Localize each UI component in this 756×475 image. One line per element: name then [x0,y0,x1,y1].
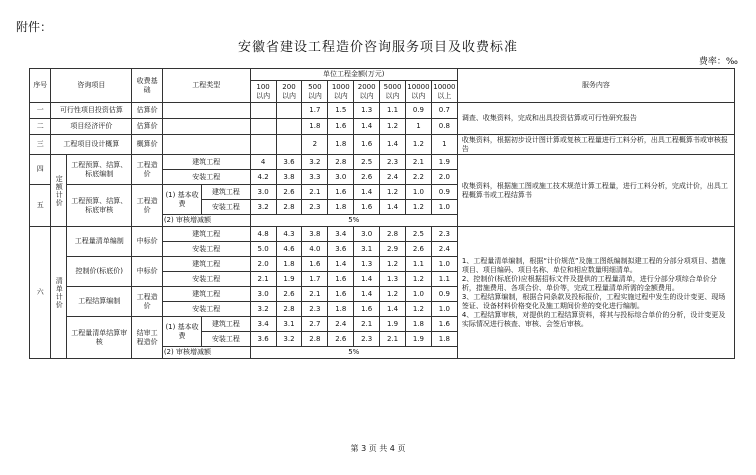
rate-cell: 1.0 [431,302,457,317]
rate-cell: 2 [302,135,328,155]
rate-cell: 1.6 [328,185,354,200]
rate-cell: 1.0 [431,257,457,272]
rate-cell: 1.4 [380,135,406,155]
rate-cell: 1.1 [380,103,406,119]
rate-cell: 2.4 [431,242,457,257]
rate-cell: 1.6 [328,272,354,287]
rate-cell: 1.2 [405,272,431,287]
rate-cell: 1.1 [431,272,457,287]
row-no: 二 [30,119,51,135]
rate-cell: 3.2 [250,302,276,317]
rate-cell: 3.1 [276,317,302,332]
rate-cell: 2.1 [250,272,276,287]
basis-cell: 估算价 [132,119,162,135]
rate-cell: 2.3 [302,200,328,215]
rate-cell: 1.8 [328,200,354,215]
rate-cell: 1.9 [276,272,302,287]
header-row [30,69,735,81]
group-label: 定额计价 [51,155,67,227]
basis-cell: 工程造价 [132,185,162,227]
rate-cell: 3.2 [302,155,328,170]
type-cell: 建筑工程 [162,257,250,272]
rate-cell: 3.6 [328,242,354,257]
attachment-label: 附件： [16,20,53,34]
table-row [30,155,735,170]
rate-cell: 1.4 [328,257,354,272]
rate-cell: 1 [405,119,431,135]
rate-unit: 费率：‰ [698,57,738,67]
rate-cell: 3.2 [250,200,276,215]
item-name: 工程量清单结算审核 [67,317,132,359]
rate-cell [250,135,276,155]
rate-cell: 3.6 [276,155,302,170]
service-content: 收集资料，根据施工图或施工技术规范计算工程量，进行工料分析，完成计价，出具工程概算书或工程结算书 [457,155,734,227]
sub-label: (2) 审核增减额 [162,347,250,359]
rate-cell: 2.1 [405,155,431,170]
rate-cell: 3.1 [354,242,380,257]
basis-cell: 中标价 [132,227,162,257]
row-no: 四 [30,155,51,185]
header-no: 序号 [30,69,51,103]
rate-cell: 2.7 [302,317,328,332]
group-label: 清单计价 [51,227,67,359]
type-cell: 建筑工程 [162,155,250,170]
content-paragraph: 1、工程量清单编制，根据“计价规范”及施工图纸编制拟建工程的分部分项项目、措施项目、项目编码、项目名称、单位和相应数量明细清单。 [461,256,726,274]
range-cell: 200 以内 [276,81,302,103]
rate-cell: 1.4 [380,302,406,317]
rate-cell: 1.8 [405,317,431,332]
rate-cell: 1.6 [328,287,354,302]
rate-cell: 2.3 [431,227,457,242]
rate-cell: 3.0 [250,287,276,302]
rate-cell: 1.3 [354,103,380,119]
rate-cell: 2.6 [276,185,302,200]
rate-cell: 2.6 [328,332,354,347]
rate-cell [276,135,302,155]
range-cell: 2000 以内 [354,81,380,103]
rate-cell: 2.6 [405,242,431,257]
rate-cell: 4.3 [276,227,302,242]
rate-cell: 2.5 [405,227,431,242]
rate-cell: 2.6 [276,287,302,302]
service-content [457,227,734,359]
sub-label: (2) 审核增减额 [162,215,250,227]
rate-cell: 4.6 [276,242,302,257]
rate-cell: 2.4 [328,317,354,332]
rate-cell [276,119,302,135]
rate-cell: 1.7 [302,272,328,287]
rate-cell: 1.4 [354,272,380,287]
rate-cell: 2.1 [380,332,406,347]
rate-cell: 2.0 [431,170,457,185]
item-name: 工程预算、结算、标底编制 [67,155,132,185]
rate-cell: 4.0 [302,242,328,257]
item-name: 工程项目设计概算 [51,135,132,155]
rate-cell [250,103,276,119]
page-title: 安徽省建设工程造价咨询服务项目及收费标准 [237,40,518,55]
rate-cell: 1.4 [354,119,380,135]
table-row [30,135,735,155]
rate-cell: 2.0 [250,257,276,272]
rate-cell [276,103,302,119]
rate-cell: 1.8 [302,119,328,135]
table-row [30,103,735,119]
row-no: 一 [30,103,51,119]
rate-cell: 2.9 [380,242,406,257]
service-content: 调查、收集资料，完成和出具投资估算或可行性研究报告 [457,103,734,135]
type-cell [162,103,250,119]
rate-cell: 1.6 [354,135,380,155]
header-basis: 收费基础 [132,69,162,103]
sub-label: (1) 基本收费 [162,317,201,347]
rate-cell: 5% [250,347,457,359]
header-content: 服务内容 [457,69,734,103]
rate-cell: 3.8 [302,227,328,242]
rate-cell: 2.6 [354,170,380,185]
rate-cell: 2.8 [380,227,406,242]
content-paragraph: 4、工程结算审核，对提供的工程结算资料，将其与投标综合单价的分析，设计变更及实际情况进行核查、审核、会签后审核。 [461,310,726,328]
rate-cell: 1.9 [431,155,457,170]
header-type: 工程类型 [162,69,250,103]
rate-cell: 1.8 [431,332,457,347]
rate-cell: 2.1 [354,317,380,332]
type-cell: 安装工程 [202,200,250,215]
range-cell: 100 以内 [250,81,276,103]
rate-cell: 1.2 [405,135,431,155]
type-cell: 建筑工程 [162,227,250,242]
rate-cell: 1.2 [380,119,406,135]
type-cell: 建筑工程 [202,317,250,332]
type-cell [162,135,250,155]
rate-cell: 1 [431,135,457,155]
rate-cell: 1.4 [354,185,380,200]
rate-cell: 1.6 [354,302,380,317]
sub-label: (1) 基本收费 [162,185,201,215]
row-no: 五 [30,185,51,227]
item-name: 工程量清单编制 [67,227,132,257]
rate-cell: 1.3 [354,257,380,272]
type-cell: 建筑工程 [202,185,250,200]
rate-cell: 3.4 [328,227,354,242]
page-footer: 第 3 页 共 4 页 [350,444,406,453]
rate-cell: 1.6 [328,119,354,135]
rate-cell: 5.0 [250,242,276,257]
item-name: 控制价(标底价) [67,257,132,287]
rate-cell: 3.2 [276,332,302,347]
fee-table [29,68,735,359]
rate-cell: 1.3 [380,272,406,287]
rate-cell: 2.3 [380,155,406,170]
basis-cell: 估算价 [132,103,162,119]
type-cell: 安装工程 [162,170,250,185]
rate-cell: 1.2 [380,287,406,302]
rate-cell: 1.4 [380,200,406,215]
rate-cell: 1.6 [354,200,380,215]
rate-cell: 5% [250,215,457,227]
rate-cell: 2.8 [276,200,302,215]
item-name: 可行性项目投资估算 [51,103,132,119]
rate-cell: 3.0 [250,185,276,200]
header-item: 咨询项目 [51,69,132,103]
type-cell: 安装工程 [162,302,250,317]
rate-cell: 3.0 [354,227,380,242]
range-cell: 10000 以内 [405,81,431,103]
rate-cell: 1.0 [405,185,431,200]
rate-cell: 2.8 [302,332,328,347]
rate-cell: 3.3 [302,170,328,185]
content-paragraph: 3、工程结算编制，根据合同条款及投标报价，工程实施过程中发生的设计变更、现场签证、设备材料价格变化及施工期间价差的变化进行编制。 [461,292,726,310]
item-name: 工程预算、结算、标底审核 [67,185,132,227]
basis-cell: 工程造价 [132,155,162,185]
rate-cell: 1.0 [405,287,431,302]
rate-cell: 1.7 [302,103,328,119]
basis-cell: 中标价 [132,257,162,287]
service-content: 收集资料，根据初步设计图计算或复核工程量进行工料分析，出具工程概算书或审核报告 [457,135,734,155]
rate-cell: 0.8 [431,119,457,135]
rate-cell: 2.8 [276,302,302,317]
rate-cell: 2.3 [354,332,380,347]
rate-cell: 1.8 [328,302,354,317]
item-name: 工程结算编制 [67,287,132,317]
rate-cell: 1.8 [276,257,302,272]
rate-cell: 0.9 [431,287,457,302]
item-name: 项目经济评价 [51,119,132,135]
rate-cell: 1.0 [431,200,457,215]
rate-cell: 1.6 [431,317,457,332]
rate-cell: 1.8 [328,135,354,155]
rate-cell: 2.4 [380,170,406,185]
basis-cell: 结审工程造价 [132,317,162,359]
rate-cell: 2.2 [405,170,431,185]
type-cell [162,119,250,135]
rate-cell: 3.6 [250,332,276,347]
rate-cell: 2.1 [302,185,328,200]
rate-cell: 0.9 [405,103,431,119]
rate-cell: 4.2 [250,170,276,185]
rate-cell: 1.1 [405,257,431,272]
rate-cell: 4.8 [250,227,276,242]
basis-cell: 工程造价 [132,287,162,317]
rate-cell: 3.8 [276,170,302,185]
rate-cell: 2.5 [354,155,380,170]
range-cell: 10000 以上 [431,81,457,103]
header-amount-group: 单位工程金额(万元) [250,69,457,81]
rate-cell: 2.1 [302,287,328,302]
rate-cell: 2.8 [328,155,354,170]
rate-cell: 4 [250,155,276,170]
content-paragraph: 2、控制价(标底价)应根据招标文件及提供的工程量清单，进行分部分项综合单价分析，措施费用、各项合价、单价等，完成工程量清单所需的金额费用。 [461,274,717,292]
rate-cell: 1.9 [380,317,406,332]
rate-cell: 1.2 [380,257,406,272]
rate-cell: 1.6 [302,257,328,272]
row-no: 三 [30,135,51,155]
type-cell: 安装工程 [202,332,250,347]
type-cell: 安装工程 [162,272,250,287]
rate-cell: 1.2 [380,185,406,200]
rate-cell: 3.0 [328,170,354,185]
range-cell: 5000 以内 [380,81,406,103]
range-cell: 500 以内 [302,81,328,103]
rate-cell: 1.5 [328,103,354,119]
rate-cell: 1.2 [405,302,431,317]
rate-cell: 1.9 [405,332,431,347]
row-no: 六 [30,227,51,359]
table-row [30,227,735,242]
rate-cell: 2.3 [302,302,328,317]
rate-cell: 1.2 [405,200,431,215]
basis-cell: 概算价 [132,135,162,155]
type-cell: 安装工程 [162,242,250,257]
rate-cell: 0.7 [431,103,457,119]
range-cell: 1000 以内 [328,81,354,103]
rate-cell: 3.4 [250,317,276,332]
rate-cell [250,119,276,135]
type-cell: 建筑工程 [162,287,250,302]
rate-cell: 1.4 [354,287,380,302]
rate-cell: 0.9 [431,185,457,200]
